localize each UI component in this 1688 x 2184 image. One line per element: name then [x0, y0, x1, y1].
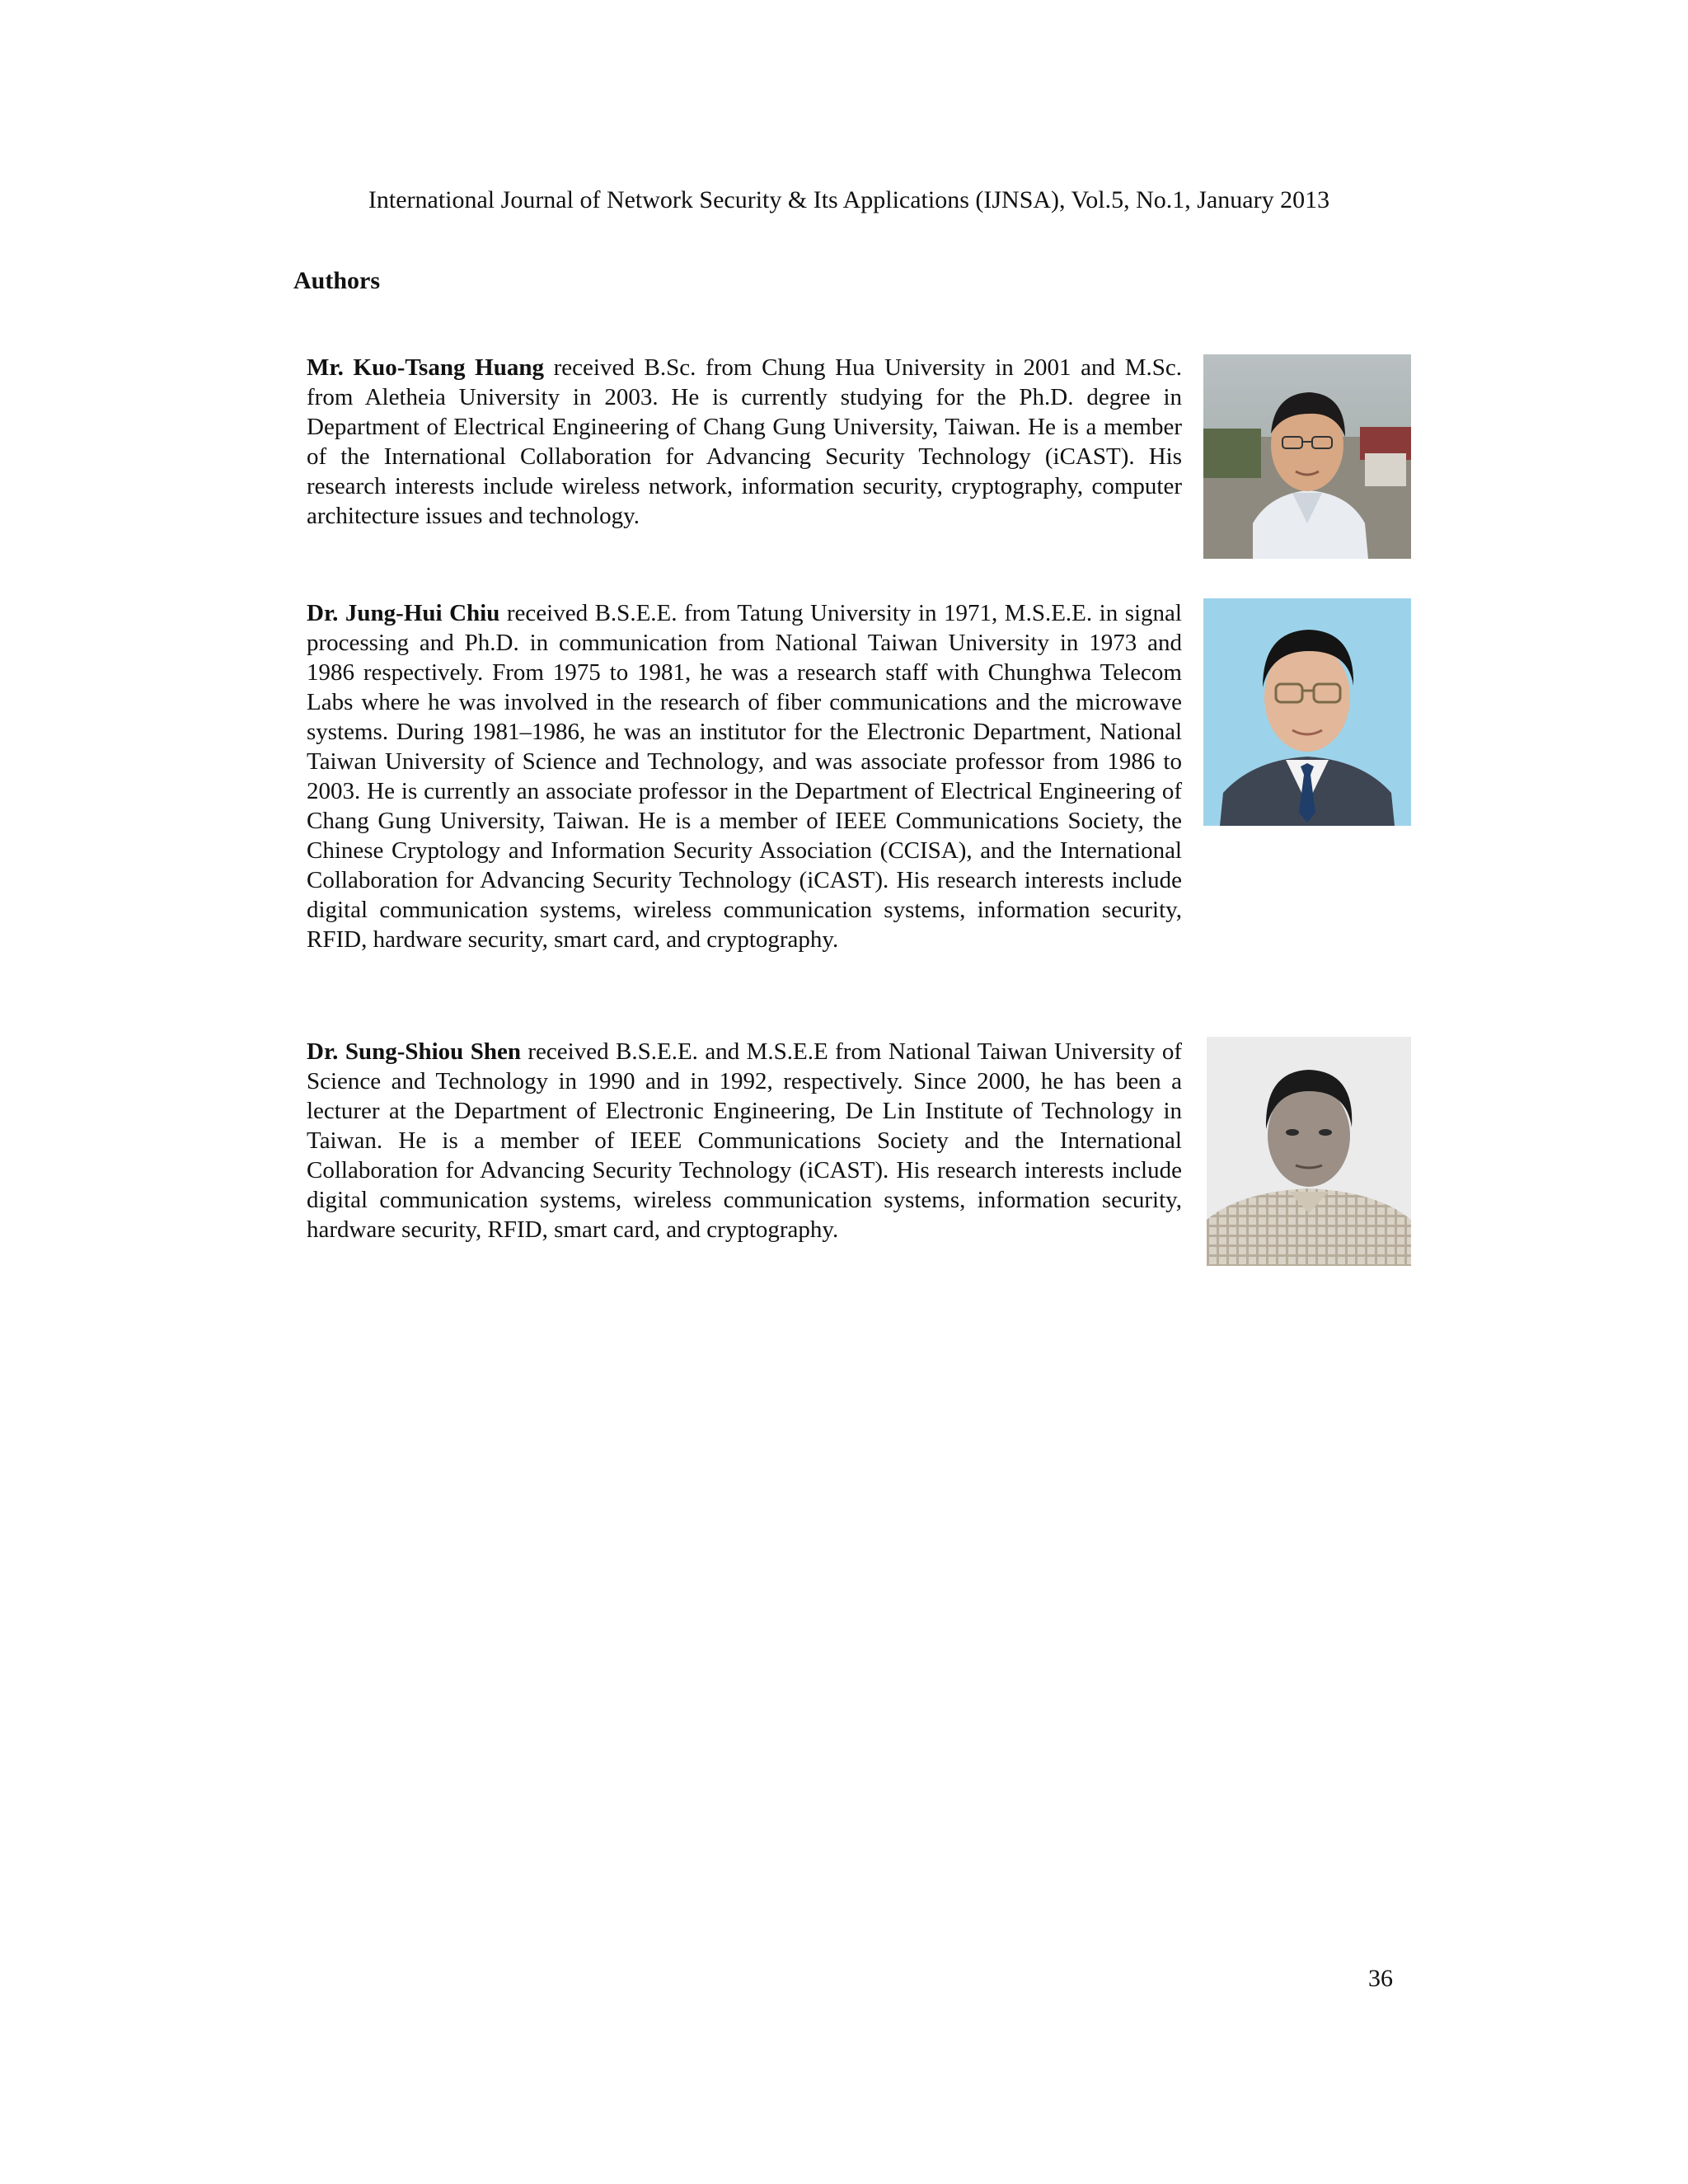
author-bio-shen: [307, 1037, 1182, 1244]
section-title: Authors: [293, 267, 381, 294]
author-bio-text: received B.S.E.E. from Tatung University in 1971, M.S.E.E. in signal processing and Ph.D. in communication from National Taiwan University in 1973 and 1986 respectively. From 1975 to 1981, he was a research staff with Chunghwa Telecom Labs where he was involved in the research of fiber communications and the microwave systems. During 1981–1986, he was an institutor for the Electronic Department, National Taiwan University of Science and Technology, and was associate professor from 1986 to 2003. He is currently an associate professor in the Department of Electrical Engineering of Chang Gung University, Taiwan. He is a member of IEEE Communications Society, the Chinese Cryptology and Information Security Association (CCISA), and the International Collaboration for Advancing Security Technology (iCAST). His research interests include digital communication systems, wireless communication systems, information security, RFID, hardware security, smart card, and cryptography.: [307, 600, 1182, 953]
author-bio-text: received B.Sc. from Chung Hua University in 2001 and M.Sc. from Aletheia University in 2003. He is currently studying for the Ph.D. degree in Department of Electrical Engineering of Chang Gung University, Taiwan. He is a member of the International Collaboration for Advancing Security Technology (iCAST). His research interests include wireless network, information security, cryptography, computer architecture issues and technology.: [307, 354, 1182, 529]
author-bio-text: received B.S.E.E. and M.S.E.E from National Taiwan University of Science and Technology in 1990 and in 1992, respectively. Since 2000, he has been a lecturer at the Department of Electronic Engineering, De Lin Institute of Technology in Taiwan. He is a member of IEEE Communications Society and the International Collaboration for Advancing Security Technology (iCAST). His research interests include digital communication systems, wireless communication systems, information security, hardware security, RFID, smart card, and cryptography.: [307, 1038, 1182, 1243]
author-name: Mr. Kuo-Tsang Huang: [307, 354, 544, 381]
journal-header-text: International Journal of Network Security & Its Applications (IJNSA), Vol.5, No.1, January 2013: [368, 186, 1330, 213]
author-photo-chiu: [1203, 598, 1411, 826]
author-name: Dr. Sung-Shiou Shen: [307, 1038, 521, 1065]
author-bio-huang: [307, 353, 1182, 531]
journal-header: [0, 185, 1688, 216]
page-number: 36: [1368, 1965, 1393, 1992]
author-photo-huang: [1203, 354, 1411, 559]
author-bio-chiu: [307, 598, 1182, 954]
author-photo-shen: [1207, 1037, 1411, 1266]
author-name: Dr. Jung-Hui Chiu: [307, 600, 500, 626]
